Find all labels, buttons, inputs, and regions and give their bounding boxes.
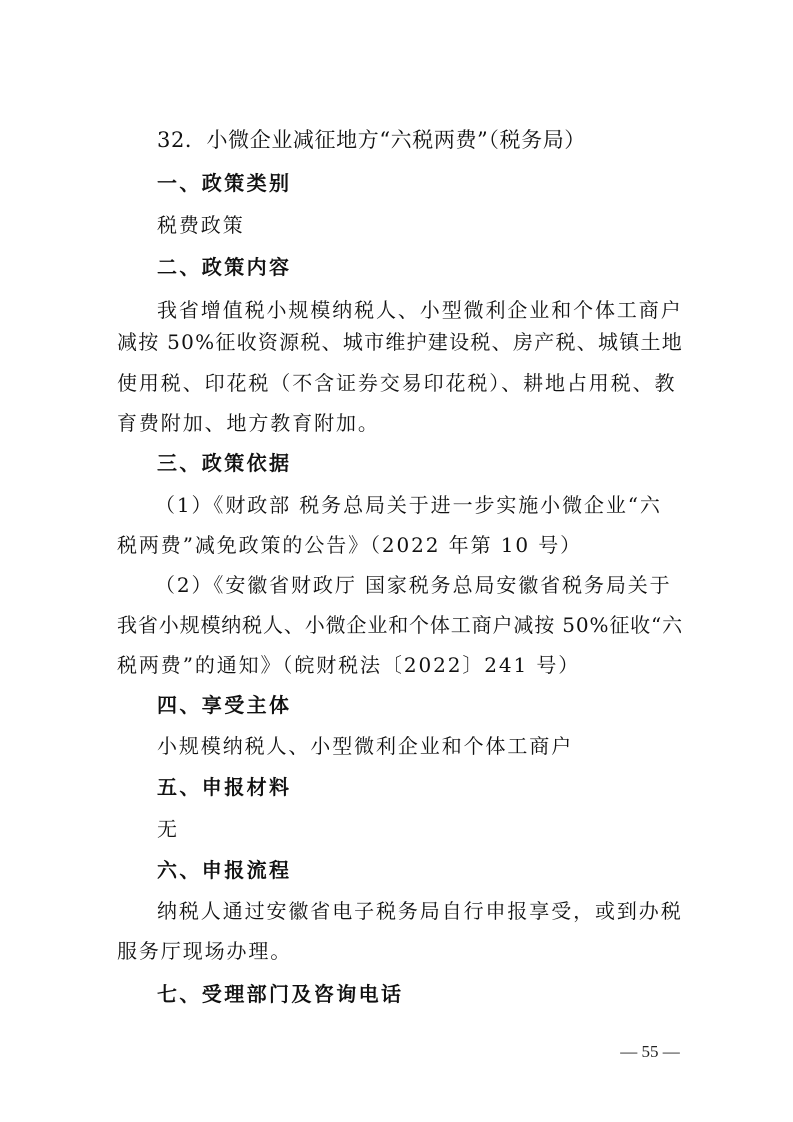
section-heading-process: 六、申报流程	[157, 858, 292, 882]
section-text: 我省小规模纳税人、小微企业和个体工商户减按 50%征收“六	[117, 613, 683, 637]
section-heading-department: 七、受理部门及咨询电话	[157, 982, 404, 1006]
section-text: 税两费”的通知》（皖财税法〔2022〕241 号）	[117, 653, 581, 677]
section-heading-subject: 四、享受主体	[157, 693, 292, 717]
section-text: 减按 50%征收资源税、城市维护建设税、房产税、城镇土地	[117, 330, 683, 354]
section-heading-materials: 五、申报材料	[157, 775, 292, 799]
section-text: 税两费”减免政策的公告》（2022 年第 10 号）	[117, 533, 583, 557]
section-heading-content: 二、政策内容	[157, 255, 292, 279]
document-title: 32．小微企业减征地方“六税两费”（税务局）	[157, 128, 586, 152]
section-text: 使用税、印花税（不含证券交易印花税）、耕地占用税、教	[117, 371, 677, 395]
section-text: 育费附加、地方教育附加。	[117, 411, 380, 435]
section-text: 无	[157, 817, 179, 841]
section-text: 税费政策	[157, 213, 245, 237]
section-text: （2）《安徽省财政厅 国家税务总局安徽省税务局关于	[155, 573, 672, 597]
section-text: 小规模纳税人、小型微利企业和个体工商户	[157, 734, 574, 758]
section-text: （1）《财政部 税务总局关于进一步实施小微企业“六	[155, 493, 662, 517]
section-heading-basis: 三、政策依据	[157, 451, 292, 475]
section-text: 我省增值税小规模纳税人、小型微利企业和个体工商户	[157, 298, 683, 322]
section-heading-category: 一、政策类别	[157, 171, 292, 195]
section-text: 纳税人通过安徽省电子税务局自行申报享受，或到办税	[157, 899, 683, 923]
page-number: — 55 —	[620, 1042, 680, 1061]
section-text: 服务厅现场办理。	[117, 939, 293, 963]
